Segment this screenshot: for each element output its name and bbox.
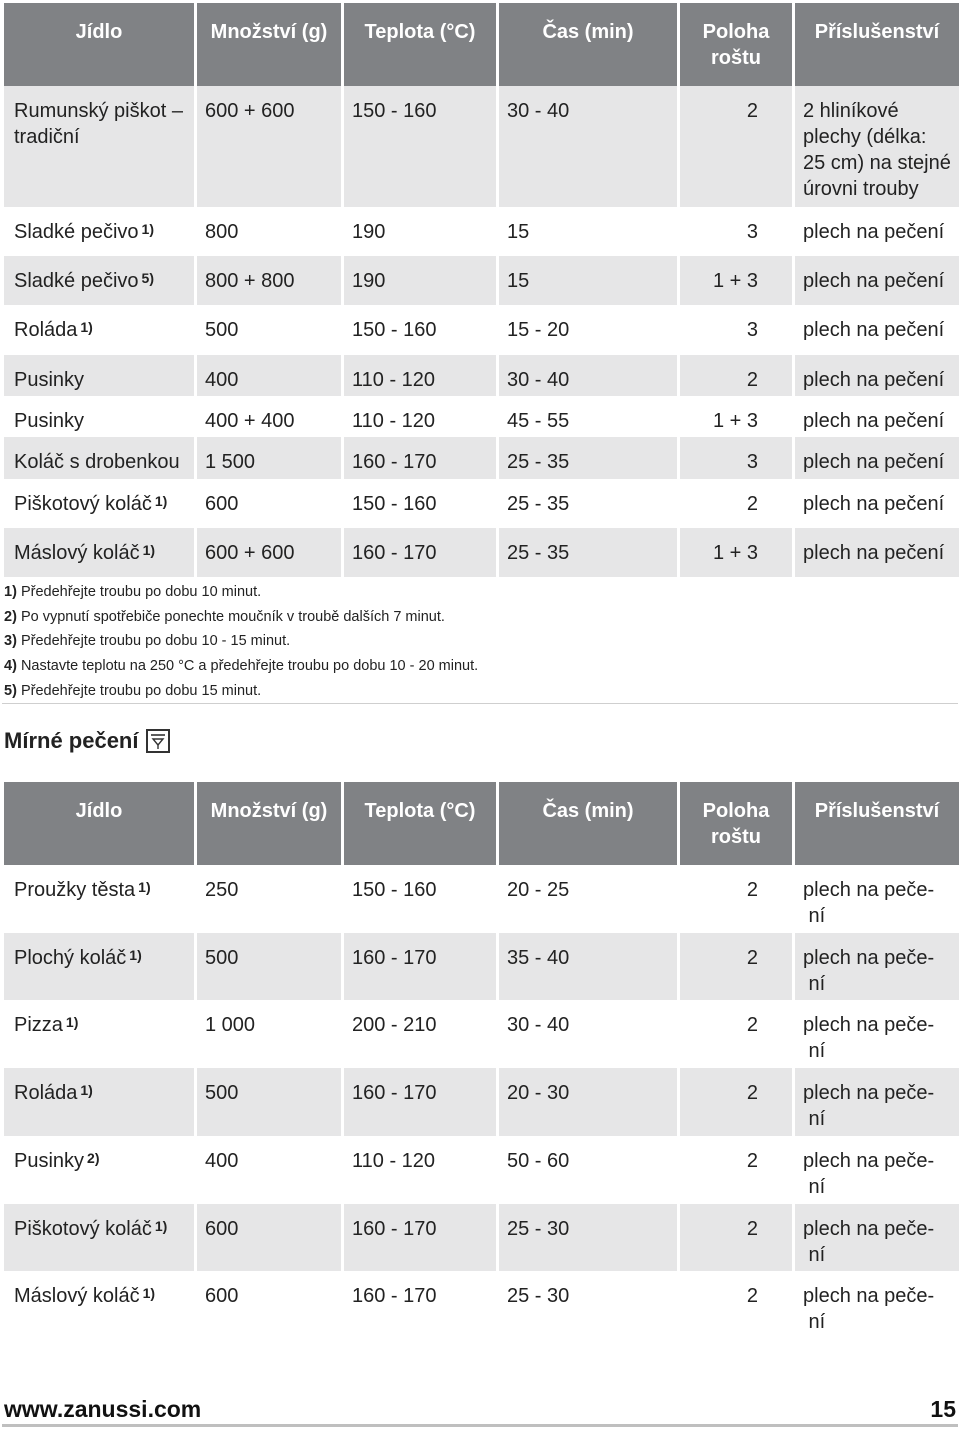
accessory-cell: plech na peče- ní — [795, 1204, 959, 1271]
table-row — [4, 865, 959, 933]
food-cell: Rumunský piškot – tradiční — [4, 86, 194, 207]
header-temperature: Teplota (°C) — [344, 3, 496, 86]
accessory-cell: plech na pečení — [795, 528, 959, 577]
food-cell: Máslový koláč $^{1)}$ — [4, 528, 194, 577]
temperature-cell: 110 - 120 — [352, 410, 436, 432]
header-shelf-level: Poloha roštu — [680, 782, 792, 865]
time-cell: 15 — [499, 256, 677, 305]
shelf-level-cell: 2 — [680, 86, 792, 207]
quantity-cell: 600 + 600 — [197, 528, 341, 577]
food-cell: Roláda $^{1)}$ — [4, 1068, 194, 1136]
quantity-cell: 400 — [205, 1150, 239, 1172]
time-cell: 25 - 35 — [499, 528, 677, 577]
table-row — [4, 86, 959, 207]
accessory-cell: plech na peče- ní — [803, 1014, 935, 1062]
baking-table-1 — [1, 3, 960, 577]
time-cell: 25 - 30 — [507, 1285, 570, 1307]
shelf-level-cell: 2 — [746, 1014, 758, 1036]
time-cell: 30 - 40 — [507, 1014, 570, 1036]
quantity-cell: 250 — [205, 879, 239, 901]
footnote-ref: 1) — [65, 1014, 79, 1030]
quantity-cell: 400 + 400 — [205, 410, 295, 432]
food-cell: Roláda $^{1)}$ — [14, 319, 93, 341]
quantity-cell: 1 500 — [197, 437, 341, 479]
table-row — [4, 355, 959, 396]
quantity-cell: 600 — [205, 493, 239, 515]
time-cell: 50 - 60 — [507, 1150, 570, 1172]
shelf-level-cell: 2 — [746, 493, 758, 515]
food-cell: Koláč s drobenkou — [4, 437, 194, 479]
table-row — [4, 207, 959, 256]
shelf-level-cell: 1 + 3 — [680, 528, 792, 577]
food-cell: Plochý koláč $^{1)}$ — [4, 933, 194, 1000]
shelf-level-cell: 3 — [746, 319, 758, 341]
temperature-cell: 160 - 170 — [352, 1285, 437, 1307]
table-row — [4, 528, 959, 577]
footnote-ref: 5) — [141, 270, 154, 286]
accessory-cell: plech na peče- ní — [795, 1068, 959, 1136]
temperature-cell: 150 - 160 — [344, 86, 496, 207]
shelf-level-cell: 2 — [746, 879, 758, 901]
shelf-level-cell: 2 — [746, 1150, 758, 1172]
header-quantity: Množství (g) — [197, 3, 341, 86]
footnote-ref: 1) — [142, 1285, 156, 1301]
header-quantity: Množství (g) — [197, 782, 341, 865]
shelf-level-cell: 1 + 3 — [712, 410, 758, 432]
table-row — [4, 1271, 959, 1339]
quantity-cell: 600 + 600 — [197, 86, 341, 207]
table-header-row — [4, 782, 959, 865]
food-cell: Piškotový koláč $^{1)}$ — [4, 1204, 194, 1271]
time-cell: 25 - 35 — [499, 437, 677, 479]
food-cell: Proužky těsta $^{1)}$ — [14, 879, 151, 901]
table-row — [4, 933, 959, 1000]
page-number: 15 — [930, 1396, 956, 1422]
oven-mode-icon — [146, 729, 170, 753]
food-cell: Pusinky $^{2)}$ — [14, 1150, 100, 1172]
shelf-level-cell: 2 — [746, 1285, 758, 1307]
time-cell: 20 - 25 — [507, 879, 570, 901]
table-row — [4, 1204, 959, 1271]
shelf-level-cell: 3 — [680, 437, 792, 479]
time-cell: 25 - 30 — [499, 1204, 677, 1271]
time-cell: 20 - 30 — [499, 1068, 677, 1136]
temperature-cell: 160 - 170 — [344, 933, 496, 1000]
shelf-level-cell: 1 + 3 — [680, 256, 792, 305]
quantity-cell: 800 — [205, 221, 239, 243]
table-row — [4, 256, 959, 305]
footnote-ref: 1) — [141, 221, 154, 237]
table-row — [4, 396, 959, 437]
time-cell: 15 — [507, 221, 530, 243]
quantity-cell: 500 — [197, 933, 341, 1000]
temperature-cell: 150 - 160 — [352, 493, 437, 515]
temperature-cell: 190 — [344, 256, 496, 305]
footnote-ref: 2) — [87, 1150, 100, 1166]
header-accessory: Příslušenství — [795, 3, 959, 86]
food-cell: Máslový koláč $^{1)}$ — [14, 1285, 156, 1307]
footnote: 2) Po vypnutí spotřebiče ponechte moučník v troubě dalších 7 minut. — [4, 608, 445, 625]
shelf-level-cell: 2 — [680, 933, 792, 1000]
header-food: Jídlo — [4, 782, 194, 865]
quantity-cell: 1 000 — [205, 1014, 256, 1036]
accessory-cell: plech na pečení — [803, 493, 945, 515]
shelf-level-cell: 3 — [746, 221, 758, 243]
accessory-cell: plech na peče- ní — [803, 1285, 935, 1333]
accessory-cell: plech na pečení — [803, 319, 945, 341]
accessory-cell: plech na pečení — [803, 221, 945, 243]
temperature-cell: 190 — [352, 221, 386, 243]
food-cell: Pusinky — [4, 355, 194, 396]
temperature-cell: 160 - 170 — [344, 1204, 496, 1271]
table-header-row — [4, 3, 959, 86]
footnote: 3) Předehřejte troubu po dobu 10 - 15 minut. — [4, 633, 291, 650]
table-row — [4, 1000, 959, 1068]
quantity-cell: 800 + 800 — [197, 256, 341, 305]
header-food: Jídlo — [4, 3, 194, 86]
shelf-level-cell: 2 — [680, 1204, 792, 1271]
footnote: 4) Nastavte teplotu na 250 °C a předehřejte troubu po dobu 10 - 20 minut. — [4, 658, 479, 675]
section-title: Mírné pečení — [4, 728, 170, 754]
quantity-cell: 400 — [197, 355, 341, 396]
accessory-cell: plech na pečení — [795, 355, 959, 396]
time-cell: 35 - 40 — [499, 933, 677, 1000]
quantity-cell: 600 — [205, 1285, 239, 1307]
time-cell: 15 - 20 — [507, 319, 570, 341]
accessory-cell: plech na pečení — [795, 437, 959, 479]
accessory-cell: plech na pečení — [795, 256, 959, 305]
temperature-cell: 110 - 120 — [352, 1150, 436, 1172]
food-cell: Sladké pečivo $^{1)}$ — [14, 221, 154, 243]
table-row — [4, 479, 959, 528]
table-row — [4, 305, 959, 355]
food-cell: Pizza $^{1)}$ — [14, 1014, 79, 1036]
accessory-cell: plech na pečení — [803, 410, 945, 432]
footnote: 1) Předehřejte troubu po dobu 10 minut. — [4, 584, 262, 600]
table-row — [4, 1136, 959, 1204]
header-shelf-level: Poloha roštu — [680, 3, 792, 86]
header-time: Čas (min) — [499, 3, 677, 86]
shelf-level-cell: 2 — [680, 355, 792, 396]
temperature-cell: 150 - 160 — [352, 879, 437, 901]
quantity-cell: 600 — [197, 1204, 341, 1271]
shelf-level-cell: 2 — [680, 1068, 792, 1136]
footnote-ref: 1) — [142, 542, 156, 558]
table-row — [4, 437, 959, 479]
accessory-cell: plech na peče- ní — [803, 1150, 935, 1198]
quantity-cell: 500 — [197, 1068, 341, 1136]
footnote-ref: 1) — [80, 1082, 93, 1098]
footnote-ref: 1) — [129, 947, 142, 963]
accessory-cell: plech na peče- ní — [803, 879, 935, 927]
temperature-cell: 160 - 170 — [344, 437, 496, 479]
header-temperature: Teplota (°C) — [344, 782, 496, 865]
temperature-cell: 200 - 210 — [352, 1014, 437, 1036]
footer-divider — [2, 1424, 958, 1427]
footer-url: www.zanussi.com — [4, 1396, 202, 1422]
divider — [2, 703, 958, 704]
temperature-cell: 160 - 170 — [344, 1068, 496, 1136]
footnotes — [4, 580, 478, 704]
footnote-ref: 1) — [154, 1218, 168, 1234]
footnote-ref: 1) — [154, 493, 168, 509]
table-row — [4, 1068, 959, 1136]
baking-table-2 — [1, 782, 960, 1339]
temperature-cell: 110 - 120 — [344, 355, 496, 396]
header-accessory: Příslušenství — [795, 782, 959, 865]
time-cell: 30 - 40 — [499, 355, 677, 396]
accessory-cell: 2 hliníkové plechy (délka: 25 cm) na stejné úrovni trouby — [795, 86, 959, 207]
footnote-ref: 1) — [80, 319, 93, 335]
time-cell: 25 - 35 — [507, 493, 570, 515]
food-cell: Piškotový koláč $^{1)}$ — [14, 493, 168, 515]
header-time: Čas (min) — [499, 782, 677, 865]
food-cell: Pusinky — [14, 410, 85, 432]
food-cell: Sladké pečivo $^{5)}$ — [4, 256, 194, 305]
time-cell: 45 - 55 — [507, 410, 570, 432]
temperature-cell: 150 - 160 — [352, 319, 437, 341]
footnote: 5) Předehřejte troubu po dobu 15 minut. — [4, 682, 262, 699]
accessory-cell: plech na peče- ní — [795, 933, 959, 1000]
temperature-cell: 160 - 170 — [344, 528, 496, 577]
quantity-cell: 500 — [205, 319, 239, 341]
footnote-ref: 1) — [138, 879, 151, 895]
time-cell: 30 - 40 — [499, 86, 677, 207]
